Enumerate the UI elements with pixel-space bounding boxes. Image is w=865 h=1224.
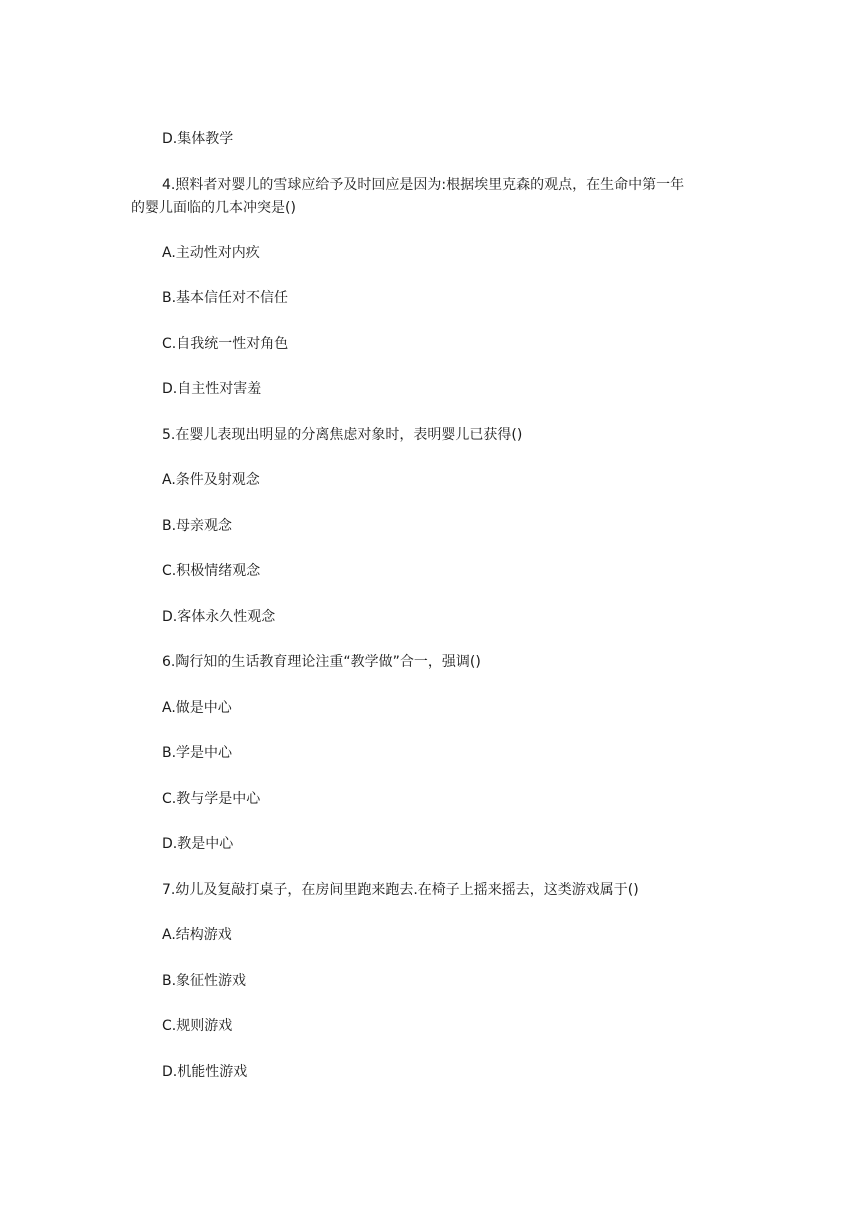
option-d-q7: D.机能性游戏 bbox=[162, 1064, 248, 1080]
option-d-q3: D.集体教学 bbox=[162, 131, 234, 147]
option-a-q7: A.结构游戏 bbox=[162, 927, 232, 943]
option-b-q5: B.母亲观念 bbox=[162, 518, 233, 534]
question-6: 6.陶行知的生话教育理论注重“教学做”合一，强调() bbox=[162, 654, 481, 670]
option-d-q5: D.客体永久性观念 bbox=[162, 609, 276, 625]
option-a-q6: A.做是中心 bbox=[162, 700, 232, 716]
option-b-q6: B.学是中心 bbox=[162, 745, 233, 761]
question-5: 5.在婴儿表现出明显的分离焦虑对象时，表明婴儿已获得() bbox=[162, 427, 523, 443]
option-c-q6: C.教与学是中心 bbox=[162, 791, 261, 807]
option-c-q7: C.规则游戏 bbox=[162, 1018, 233, 1034]
option-a-q4: A.主动性对内疚 bbox=[162, 245, 260, 261]
option-b-q7: B.象征性游戏 bbox=[162, 973, 247, 989]
question-4-line-1: 4.照料者对婴儿的雪球应给予及时回应是因为:根据埃里克森的观点，在生命中第一年 bbox=[162, 177, 685, 193]
option-b-q4: B.基本信任对不信任 bbox=[162, 290, 289, 306]
option-d-q4: D.自主性对害羞 bbox=[162, 381, 262, 397]
option-a-q5: A.条件及射观念 bbox=[162, 472, 260, 488]
question-7: 7.幼儿及复敲打桌子，在房间里跑来跑去.在椅子上摇来摇去，这类游戏属于() bbox=[162, 882, 639, 898]
option-c-q5: C.积极情绪观念 bbox=[162, 563, 261, 579]
question-4-line-2: 的婴儿面临的几本冲突是() bbox=[131, 200, 296, 216]
option-c-q4: C.自我统一性对角色 bbox=[162, 336, 289, 352]
option-d-q6: D.教是中心 bbox=[162, 836, 234, 852]
